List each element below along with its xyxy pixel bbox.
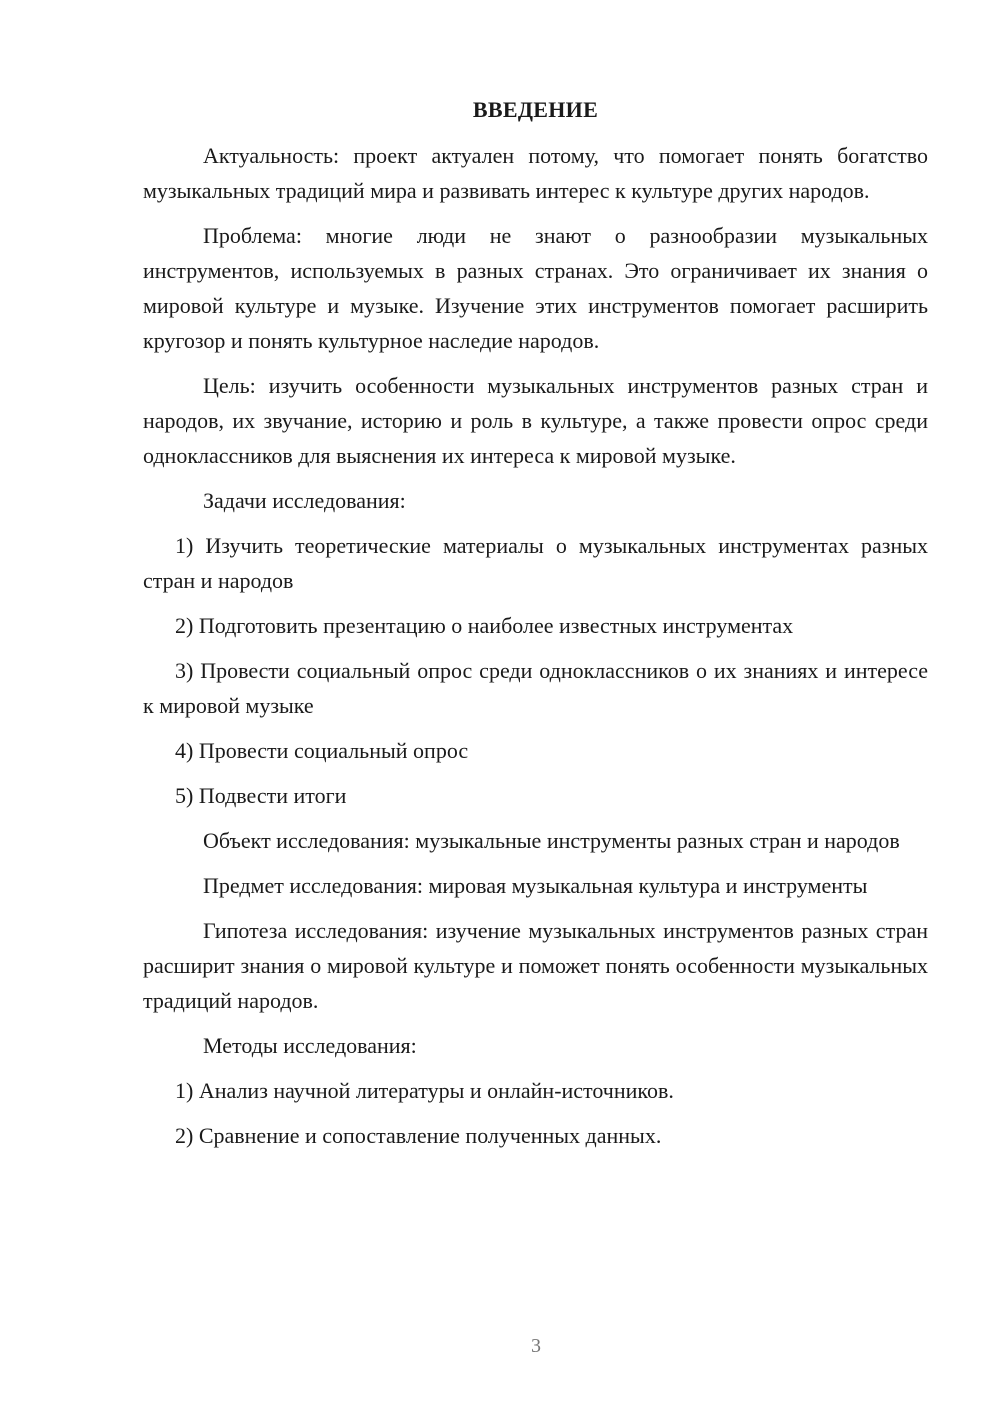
document-page (143, 94, 928, 1163)
task-item-4: 4) Провести социальный опрос (175, 738, 469, 763)
method-item-1: 1) Анализ научной литературы и онлайн-источников. (175, 1078, 674, 1103)
section-title: ВВЕДЕНИЕ (472, 97, 599, 122)
problem-paragraph: Проблема: многие люди не знают о разнообразии музыкальных инструментов, используемых в разных странах. Это ограничивает их знания о мировой культуре и музыке. Изучение этих инструментов помогает расширить кругозор и понять культурное наследие народов. (143, 223, 928, 353)
goal-paragraph: Цель: изучить особенности музыкальных инструментов разных стран и народов, их звучание, историю и роль в культуре, а также провести опрос среди одноклассников для выяснения их интереса к мировой музыке. (143, 373, 928, 468)
task-item-1: 1) Изучить теоретические материалы о музыкальных инструментах разных стран и народов (143, 533, 928, 593)
method-item-2: 2) Сравнение и сопоставление полученных данных. (175, 1123, 662, 1148)
page-number: 3 (531, 1335, 541, 1357)
methods-heading: Методы исследования: (203, 1033, 417, 1058)
task-item-3: 3) Провести социальный опрос среди одноклассников о их знаниях и интересе к мировой музыке (143, 658, 928, 718)
task-item-5: 5) Подвести итоги (175, 783, 347, 808)
task-item-2: 2) Подготовить презентацию о наиболее известных инструментах (175, 613, 794, 638)
relevance-paragraph: Актуальность: проект актуален потому, что помогает понять богатство музыкальных традиций мира и развивать интерес к культуре других народов. (143, 143, 928, 203)
hypothesis-paragraph: Гипотеза исследования: изучение музыкальных инструментов разных стран расширит знания о мировой культуре и поможет понять особенности музыкальных традиций народов. (143, 918, 928, 1013)
object-paragraph: Объект исследования: музыкальные инструменты разных стран и народов (203, 828, 900, 853)
tasks-heading: Задачи исследования: (203, 488, 406, 513)
subject-paragraph: Предмет исследования: мировая музыкальная культура и инструменты (203, 873, 868, 898)
